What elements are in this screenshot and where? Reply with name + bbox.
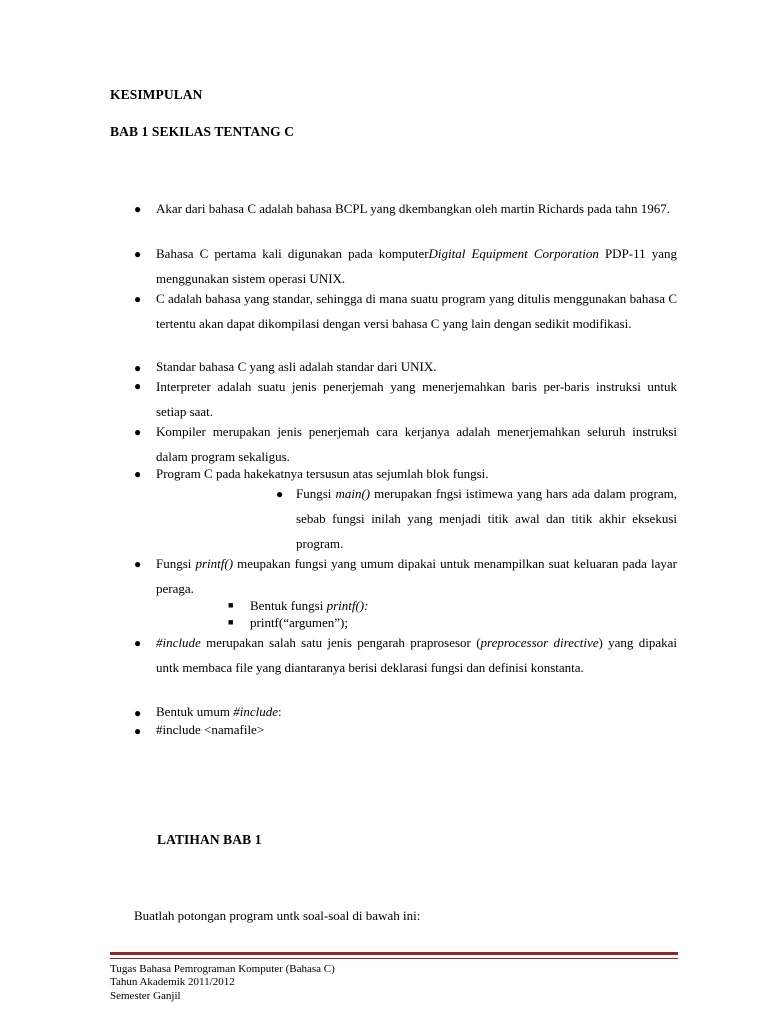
list-item <box>156 419 677 469</box>
list-item-text: Program C pada hakekatnya tersusun atas sejumlah blok fungsi. <box>156 466 489 481</box>
list-item-nested <box>250 614 348 631</box>
bullet-dot: ● <box>134 724 142 738</box>
instruction-text: Buatlah potongan program untk soal-soal di bawah ini: <box>134 908 421 923</box>
heading-kesimpulan: KESIMPULAN <box>110 87 203 102</box>
emphasis-text: preprocessor directive <box>480 635 599 650</box>
list-item-text: C adalah bahasa yang standar, sehingga di mana suatu program yang ditulis menggunakan bahasa C tertentu akan dapat dikompilasi dengan versi bahasa C yang lain dengan sedikit modifikasi. <box>156 291 677 331</box>
bullet-dot: ● <box>134 636 142 650</box>
bullet-dot: ● <box>134 292 142 306</box>
list-item-nested: Fungsi main() merupakan fngsi istimewa yang hars ada dalam program, sebab fungsi inilah yang menjadi titik awal dan titik akhir eksekusi program. <box>296 486 677 551</box>
bullet-dot: ● <box>134 361 142 375</box>
list-item-nested: Bentuk fungsi printf(): <box>250 598 369 613</box>
bullet-dot: ● <box>134 425 142 439</box>
heading-bab-1: BAB 1 SEKILAS TENTANG C <box>110 124 295 139</box>
list-item-text: printf(“argumen”); <box>250 615 348 630</box>
bullet-dot: ● <box>134 706 142 720</box>
footer-line-3: Semester Ganjil <box>110 990 181 1002</box>
list-item <box>156 286 677 336</box>
list-item: Bahasa C pertama kali digunakan pada komputerDigital Equipment Corporation PDP-11 yang menggunakan sistem operasi UNIX. <box>156 246 677 286</box>
list-item <box>156 465 677 482</box>
footer-divider <box>110 952 678 955</box>
bullet-dot: ● <box>276 487 284 501</box>
footer-line-1: Tugas Bahasa Pemrograman Komputer (Bahasa C) <box>110 963 335 975</box>
emphasis-text: Digital Equipment Corporation <box>428 246 599 261</box>
emphasis-text: main() <box>335 486 371 501</box>
emphasis-text: printf() <box>195 556 234 571</box>
emphasis-text: printf(): <box>326 598 369 613</box>
footer-divider-thin <box>110 958 678 959</box>
heading-latihan: LATIHAN BAB 1 <box>157 832 262 847</box>
list-item-text: Interpreter adalah suatu jenis penerjemah yang menerjemahkan baris per-baris instruksi untuk setiap saat. <box>156 379 677 419</box>
list-item: #include merupakan salah satu jenis pengarah praprosesor (preprocessor directive) yang dipakai untk membaca file yang diantaranya berisi deklarasi fungsi dan definisi konstanta. <box>156 635 677 675</box>
emphasis-text: #include <box>156 635 201 650</box>
list-item <box>156 196 677 221</box>
list-item <box>156 374 677 424</box>
bullet-dot: ● <box>134 379 142 393</box>
bullet-dot: ● <box>134 467 142 481</box>
bullet-dot: ● <box>134 557 142 571</box>
emphasis-text: #include <box>233 704 279 719</box>
list-item: Fungsi printf() meupakan fungsi yang umum dipakai untuk menampilkan suat keluaran pada layar peraga. <box>156 556 677 596</box>
square-bullet: ■ <box>228 600 234 610</box>
list-item-text: Akar dari bahasa C adalah bahasa BCPL yang dkembangkan oleh martin Richards pada tahn 1967. <box>156 201 670 216</box>
list-item <box>156 721 264 738</box>
list-item: Bentuk umum #include: <box>156 704 282 719</box>
list-item <box>156 358 677 375</box>
square-bullet: ■ <box>228 617 234 627</box>
bullet-dot: ● <box>134 247 142 261</box>
list-item-text: Standar bahasa C yang asli adalah standar dari UNIX. <box>156 359 437 374</box>
bullet-dot: ● <box>134 202 142 216</box>
list-item-text: #include <namafile> <box>156 722 265 737</box>
footer-line-2: Tahun Akademik 2011/2012 <box>110 976 235 988</box>
list-item-text: Kompiler merupakan jenis penerjemah cara kerjanya adalah menerjemahkan seluruh instruksi dalam program sekaligus. <box>156 424 677 464</box>
